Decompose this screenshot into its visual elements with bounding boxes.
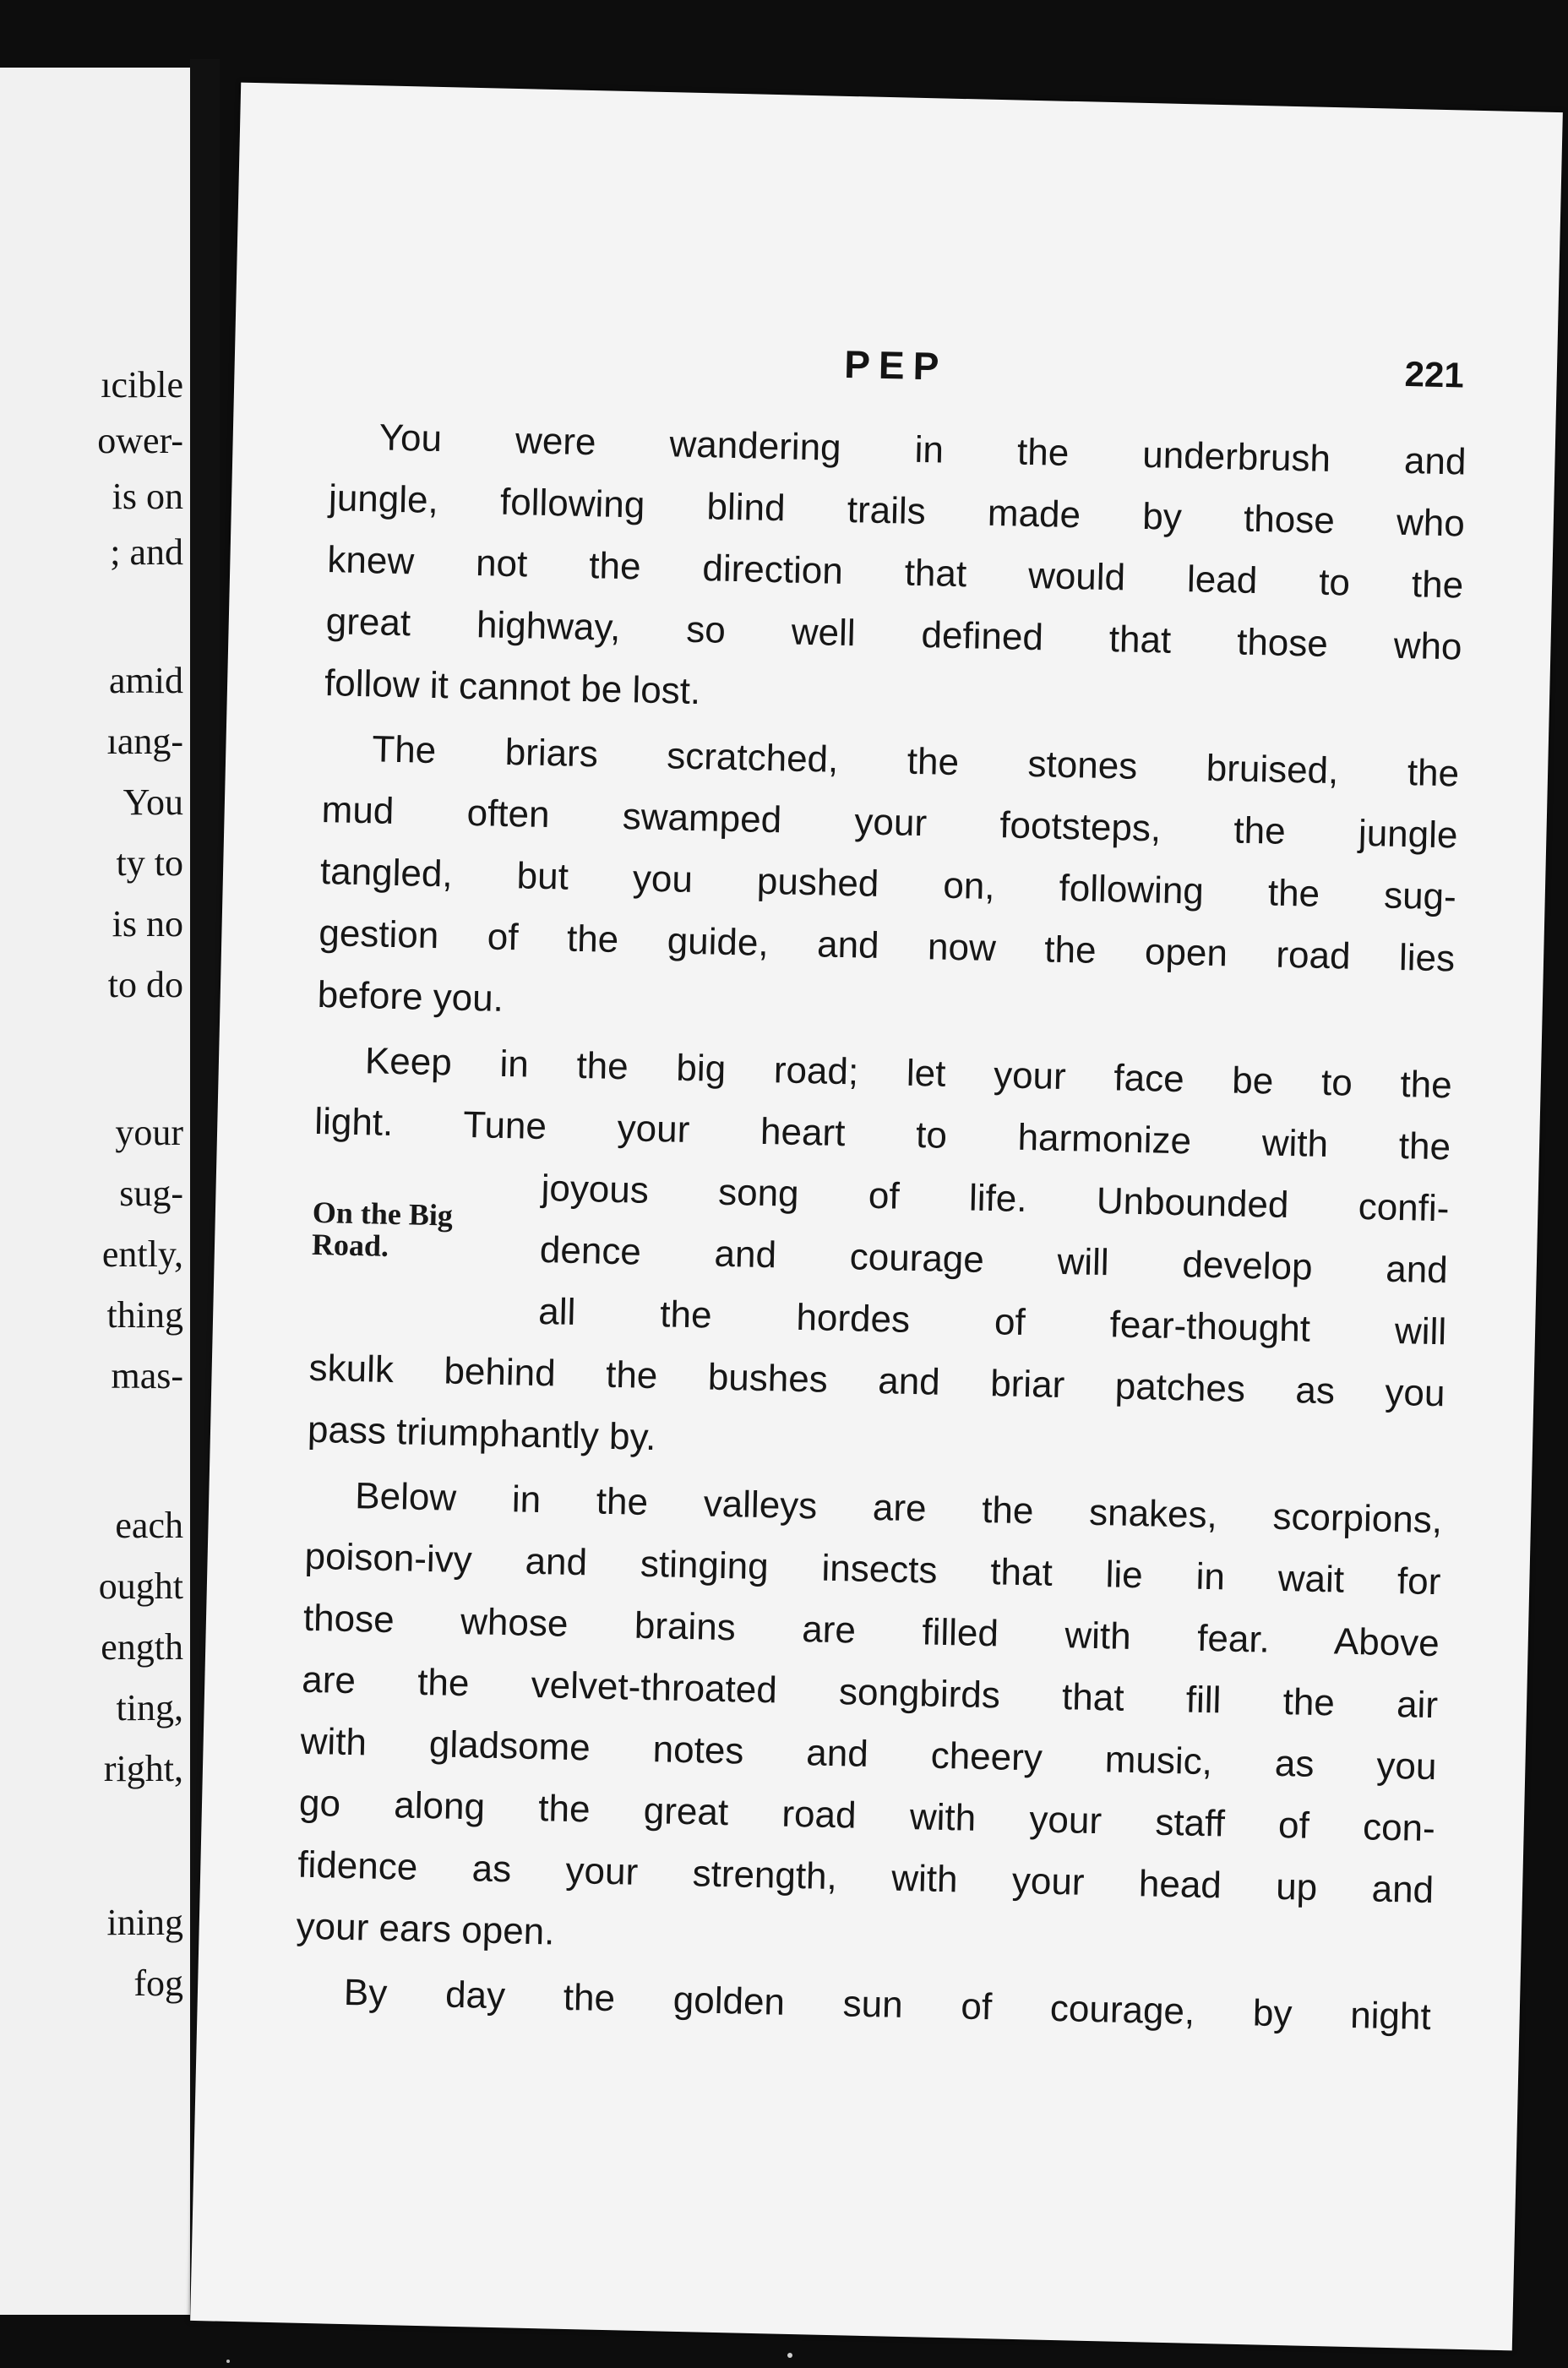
left-page-line: ought: [98, 1565, 183, 1607]
left-page-line: ıcible: [101, 364, 183, 406]
left-page-line: You: [122, 781, 183, 823]
text-line: are the velvet-throated songbirds that fill the air: [301, 1658, 1439, 1727]
running-head: [327, 329, 1464, 406]
text-line: The briars scratched, the stones bruised, the: [371, 728, 1460, 795]
book-page: [190, 83, 1563, 2351]
running-title: PEP: [843, 341, 948, 389]
left-page-line: right,: [103, 1748, 183, 1789]
left-page-line: is on: [112, 476, 183, 517]
text-line: before you.: [317, 973, 504, 1020]
text-line: By day the golden sun of courage, by night: [343, 1971, 1432, 2039]
paragraph: [317, 717, 1460, 1051]
marginal-note-line: Road.: [311, 1227, 389, 1263]
text-line: knew not the direction that would lead to the: [326, 539, 1464, 607]
left-page-line: sug-: [119, 1173, 183, 1214]
text-line: dence and courage will develop and: [539, 1228, 1449, 1292]
text-line: skulk behind the bushes and briar patches as you: [308, 1347, 1446, 1415]
text-line: Below in the valleys are the snakes, scorpions,: [354, 1475, 1443, 1542]
left-page-line: ently,: [101, 1233, 183, 1275]
left-page-line: each: [115, 1505, 183, 1546]
left-page-line: ining: [106, 1902, 183, 1943]
text-line: joyous song of life. Unbounded confi-: [541, 1167, 1450, 1230]
dust-speck: [226, 2360, 230, 2363]
marginal-note-line: On the Big: [312, 1195, 454, 1233]
text-line: jungle, following blind trails made by those who: [328, 477, 1466, 545]
previous-page-fragment: [0, 68, 190, 2315]
left-page-line: ; and: [110, 531, 183, 573]
text-line: all the hordes of fear-thought will: [537, 1290, 1447, 1353]
text-line: poison-ivy and stinging insects that lie in wait for: [304, 1535, 1441, 1603]
left-page-line: mas-: [111, 1355, 183, 1396]
text-line: pass triumphantly by.: [307, 1408, 657, 1459]
paragraph: [296, 1464, 1443, 1983]
left-page-line: ower-: [97, 420, 183, 461]
left-page-line: is no: [112, 903, 183, 944]
left-page-line: ength: [101, 1626, 183, 1668]
text-line: light. Tune your heart to harmonize with the: [313, 1100, 1451, 1168]
page-body: [294, 406, 1467, 2051]
left-page-line: amid: [109, 660, 183, 701]
text-line: go along the great road with your staff of con-: [298, 1782, 1436, 1850]
text-line: tangled, but you pushed on, following the sug-: [319, 850, 1457, 918]
text-line: your ears open.: [296, 1905, 555, 1953]
text-line: fidence as your strength, with your head up and: [297, 1843, 1435, 1912]
sidenote-block: [310, 1152, 1451, 1363]
text-line: follow it cannot be lost.: [324, 662, 701, 713]
text-line: Keep in the big road; let your face be to the: [364, 1040, 1453, 1107]
left-page-line: to do: [107, 964, 183, 1005]
paragraph: [307, 1029, 1452, 1486]
page-number: 221: [1404, 353, 1465, 395]
text-line: with gladsome notes and cheery music, as you: [300, 1720, 1437, 1788]
text-line: those whose brains are filled with fear. Above: [302, 1597, 1440, 1665]
left-page-line: fog: [133, 1962, 183, 2004]
left-page-line: your: [115, 1112, 183, 1153]
dust-speck: [787, 2353, 792, 2358]
left-page-line: thing: [106, 1294, 183, 1336]
left-page-line: ıang-: [106, 721, 183, 762]
paragraph: [324, 406, 1467, 739]
text-line: mud often swamped your footsteps, the jungle: [321, 788, 1458, 857]
text-line: gestion of the guide, and now the open road lies: [318, 912, 1456, 980]
text-line: You were wandering in the underbrush and: [378, 416, 1467, 483]
left-page-line: ty to: [116, 842, 183, 884]
left-page-line: ting,: [116, 1687, 183, 1728]
text-line: great highway, so well defined that those who: [325, 601, 1463, 668]
marginal-note: [312, 1196, 516, 1265]
